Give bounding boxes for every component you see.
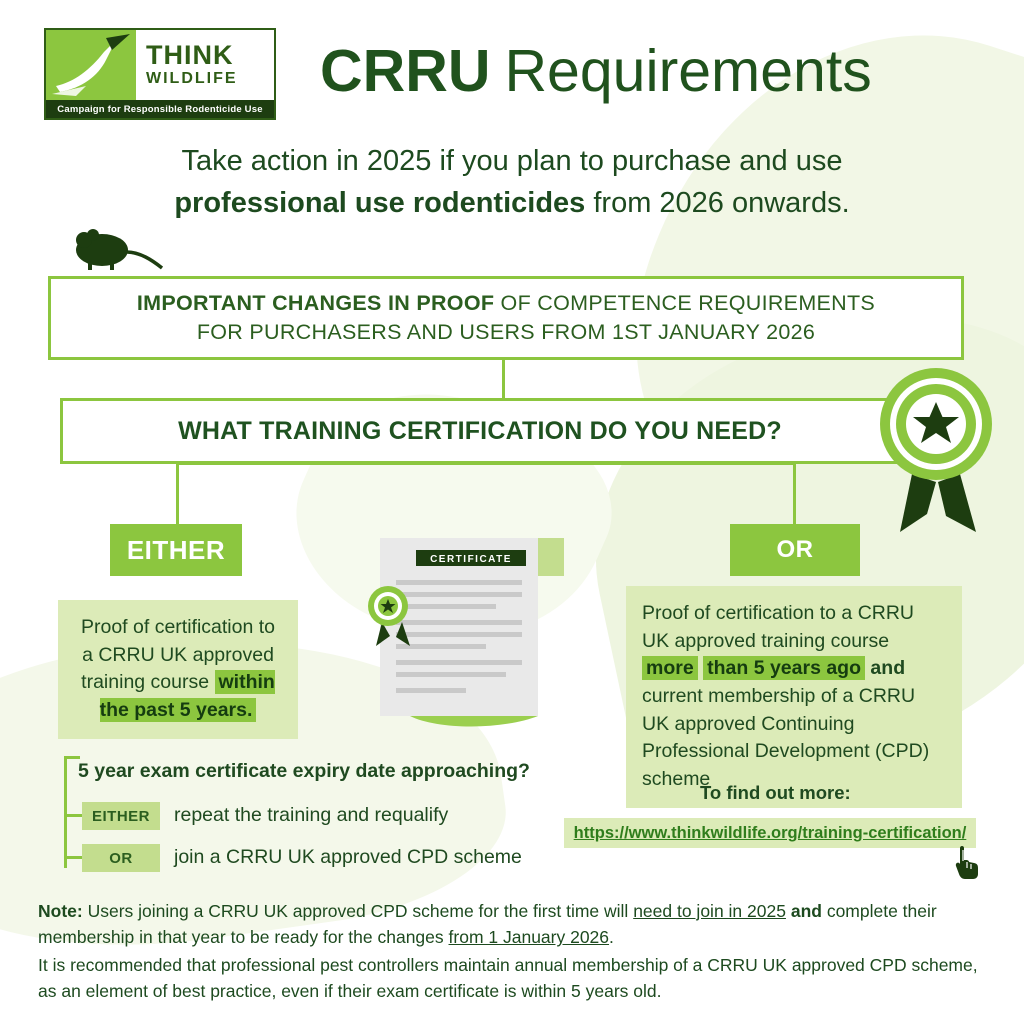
training-question-text: WHAT TRAINING CERTIFICATION DO YOU NEED? (178, 416, 782, 445)
recommendation-paragraph: It is recommended that professional pest controllers maintain annual membership of a CRRU UK approved CPD scheme, as an element of best practice, even if their exam certificate is within 5 years old. (38, 955, 978, 1002)
either-panel-text: Proof of certification to a CRRU UK approved training course (80, 616, 275, 694)
important-rest-text: OF COMPETENCE REQUIREMENTS (494, 290, 876, 315)
important-changes-box (48, 276, 964, 360)
connector-line (793, 464, 796, 524)
expiry-or-label: OR (109, 849, 133, 867)
subtitle-line2-rest: from 2026 onwards. (585, 187, 850, 220)
logo-top-row (46, 30, 274, 100)
training-question-box (60, 398, 900, 464)
note-label: Note: (38, 901, 83, 921)
expiry-either-label: EITHER (91, 807, 150, 825)
expiry-bracket-line (64, 814, 82, 817)
note-text-a: Users joining a CRRU UK approved CPD scheme for the first time will (82, 901, 634, 921)
important-line2-text: FOR PURCHASERS AND USERS FROM 1ST JANUARY 2026 (196, 320, 816, 344)
find-out-more-heading: To find out more: (700, 782, 851, 803)
mouse-silhouette-icon (68, 226, 164, 272)
note-underline-2: from 1 January 2026 (448, 927, 610, 948)
award-rosette-icon (872, 364, 1002, 534)
either-branch-label: EITHER (126, 534, 226, 565)
or-panel-and: and (865, 657, 906, 680)
training-certification-link[interactable]: https://www.thinkwildlife.org/training-certification/ (573, 823, 967, 842)
either-panel-highlight: within the past 5 years. (99, 671, 275, 722)
or-branch-panel (626, 586, 962, 808)
hand-pointer-icon (952, 846, 982, 880)
logo-wordmark (138, 30, 274, 100)
connector-line (176, 464, 179, 524)
or-panel-highlight-more: more (642, 656, 698, 680)
logo-think-text: THINK (146, 39, 234, 70)
expiry-either-text: repeat the training and requalify (174, 804, 449, 826)
subtitle (62, 140, 962, 224)
certificate-document-icon (352, 528, 578, 734)
page-title-bold: CRRU (320, 37, 491, 104)
note-text-c: complete their membership in that year to be ready for the changes (38, 901, 937, 948)
note-and: and (785, 901, 822, 921)
logo-wildlife-text: WILDLIFE (146, 69, 238, 87)
page-title (320, 28, 990, 114)
expiry-bracket-line (64, 756, 67, 868)
or-branch-label: OR (776, 536, 814, 563)
svg-text:CERTIFICATE: CERTIFICATE (430, 554, 512, 565)
or-branch-chip (730, 524, 860, 576)
note-paragraph (38, 898, 996, 951)
note-underline-1: need to join in 2025 (633, 901, 786, 921)
or-panel-highlight-years: than 5 years ago (703, 656, 865, 680)
subtitle-emphasis: professional use rodenticides (174, 187, 586, 220)
expiry-or-text: join a CRRU UK approved CPD scheme (174, 846, 522, 868)
page-title-light: Requirements (504, 37, 872, 104)
expiry-heading: 5 year exam certificate expiry date approaching? (78, 760, 530, 782)
logo-tagline: Campaign for Responsible Rodenticide Use (46, 100, 274, 118)
subtitle-line1: Take action in 2025 if you plan to purchase and use (181, 145, 843, 177)
expiry-either-chip (82, 802, 160, 830)
expiry-bracket-line (64, 756, 80, 759)
or-panel-text-tail: current membership of a CRRU UK approved Continuing Professional Development (CPD) scheme (642, 685, 930, 791)
bird-icon (46, 30, 138, 100)
important-bold-text: IMPORTANT CHANGES IN PROOF (136, 290, 495, 315)
or-panel-text-lead: Proof of certification to a CRRU UK approved training course (642, 602, 915, 652)
either-branch-chip (110, 524, 242, 576)
note-text-d: . (609, 927, 614, 948)
url-bar[interactable] (564, 818, 976, 848)
expiry-bracket-line (64, 856, 82, 859)
expiry-or-chip (82, 844, 160, 872)
either-branch-panel (58, 600, 298, 739)
connector-line (502, 360, 505, 398)
think-wildlife-logo (44, 28, 276, 120)
